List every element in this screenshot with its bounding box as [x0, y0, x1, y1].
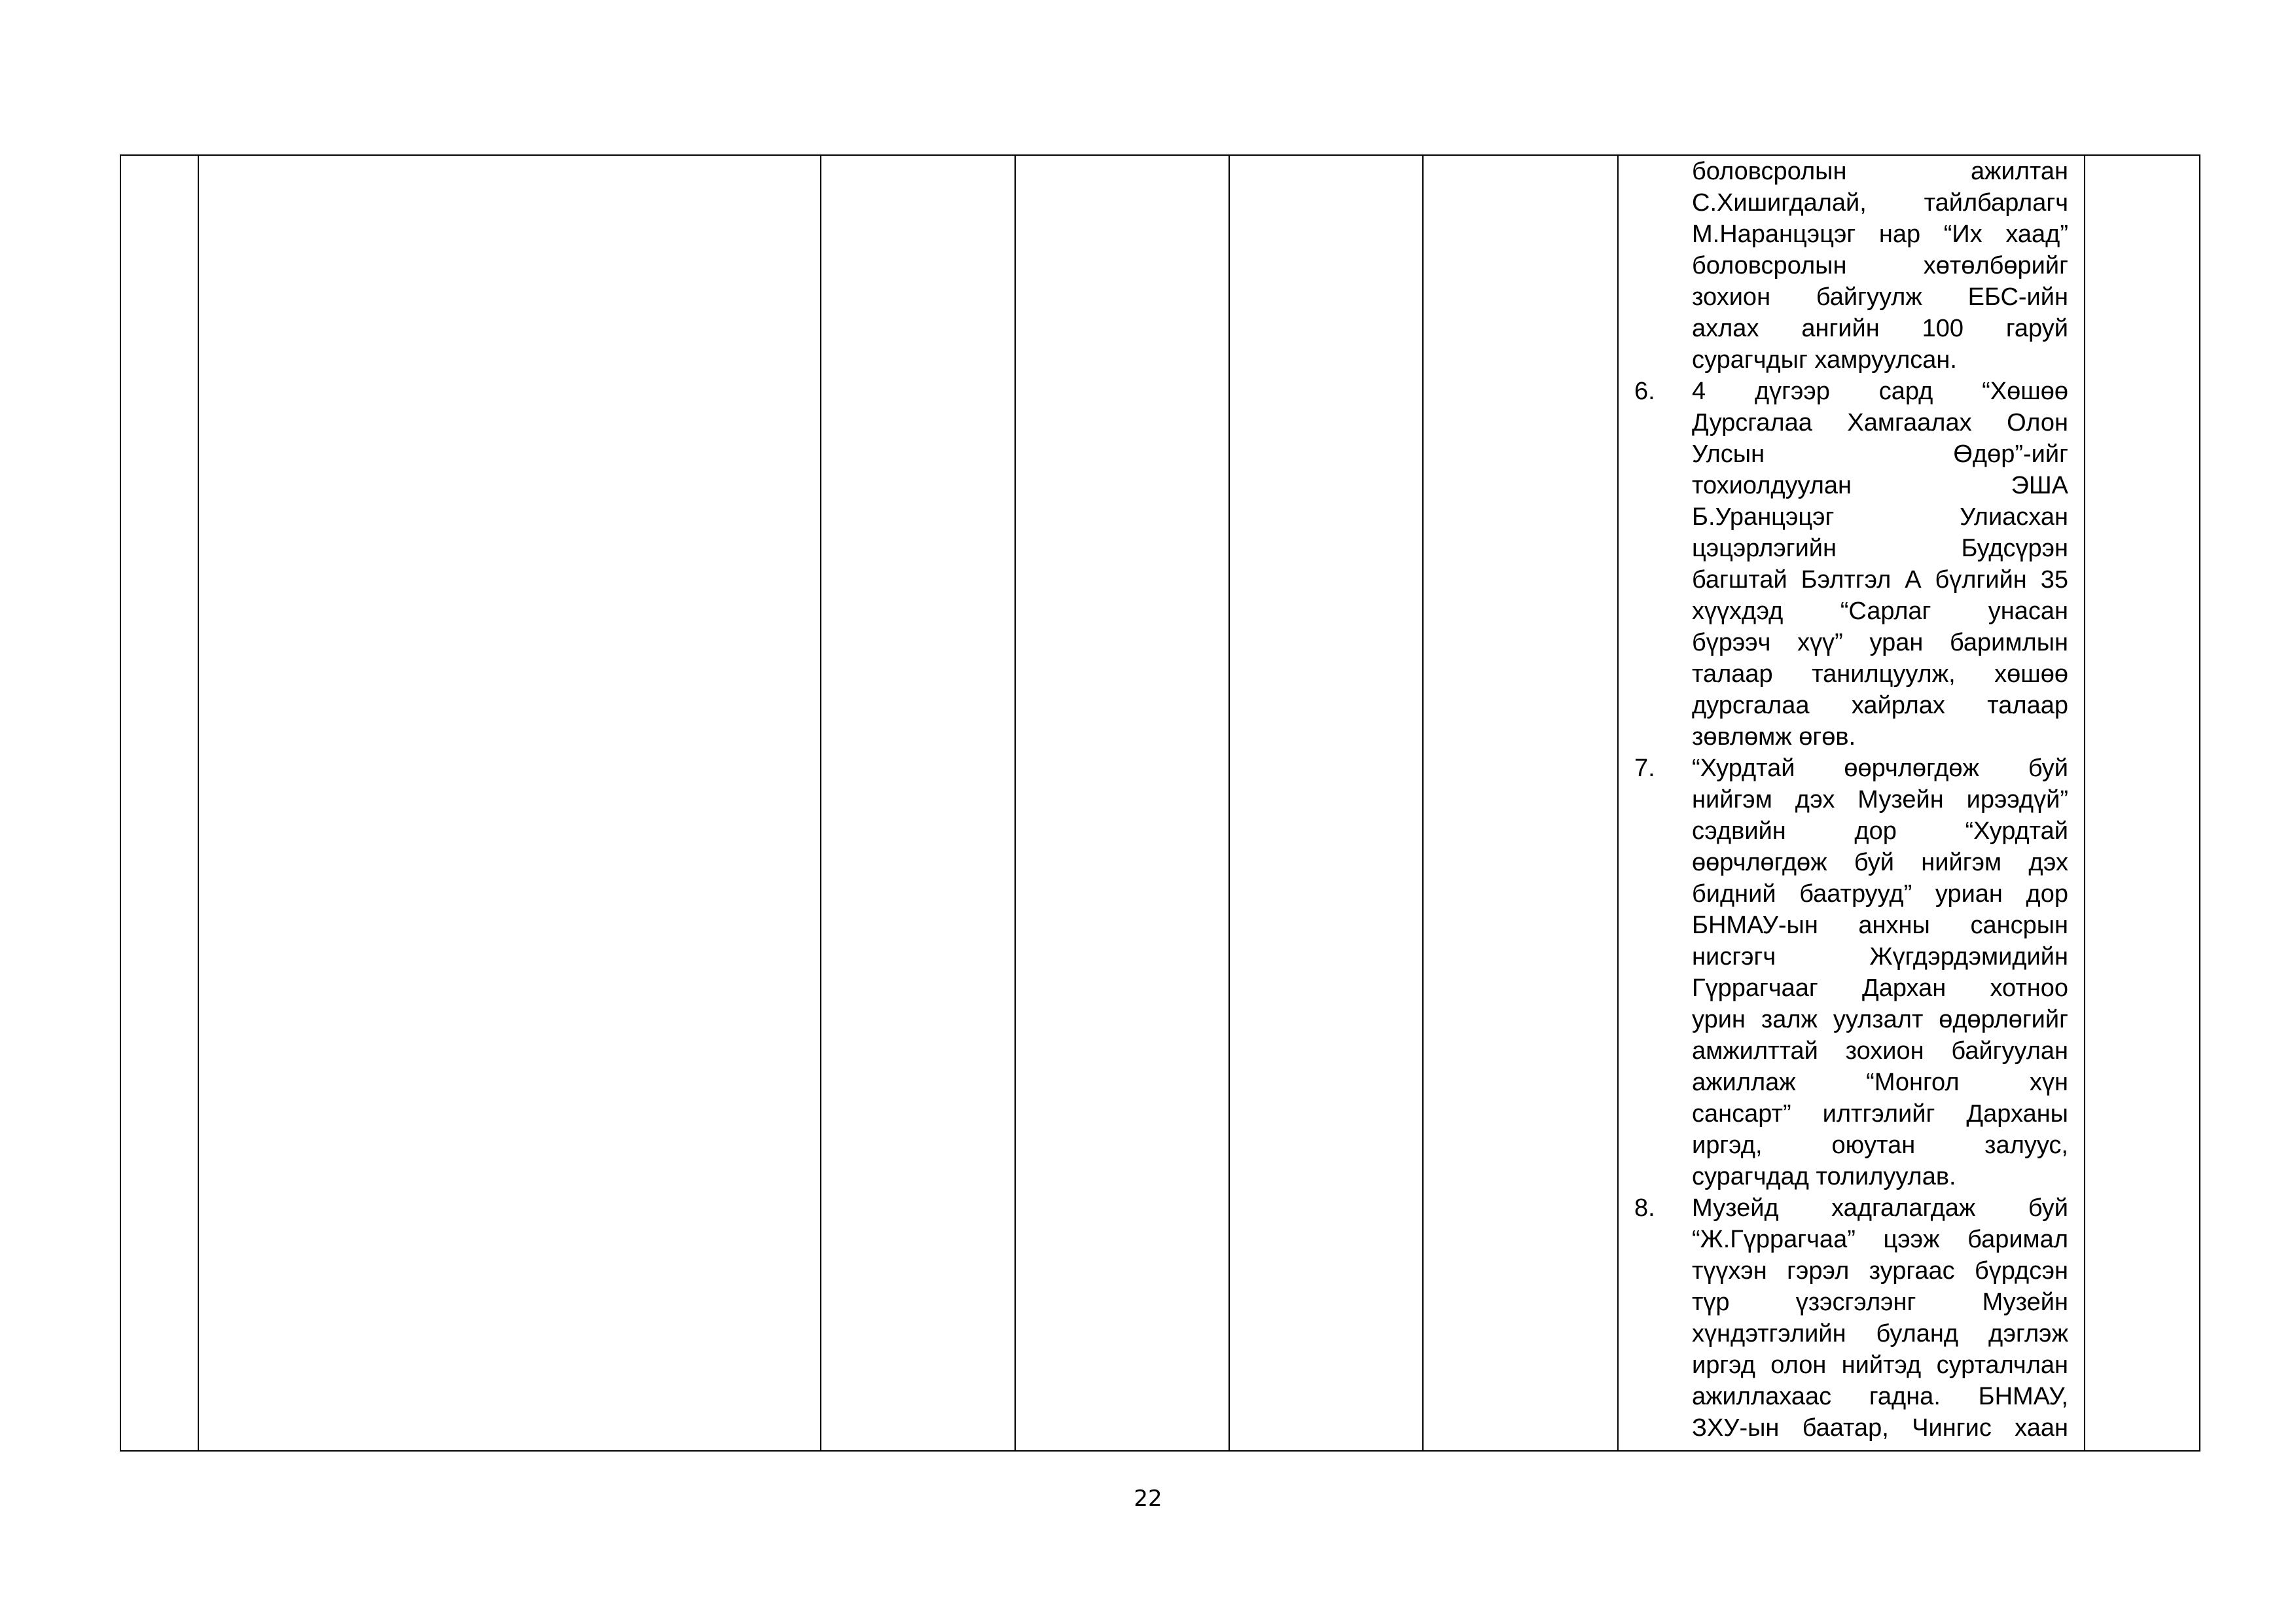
- line-text: М.Наранцэцэг нар “Их хаад”: [1692, 221, 2068, 248]
- line-text: боловсролын хөтөлбөрийг: [1692, 252, 2068, 279]
- line-text: иргэд, оюутан залуус,: [1692, 1132, 2068, 1159]
- line-text: “Ж.Гүррагчаа” цээж баримал: [1692, 1226, 2068, 1253]
- table-row: [120, 155, 2200, 1451]
- line-text: Дурсгалаа Хамгаалах Олон: [1692, 409, 2068, 437]
- table-cell-empty: [1423, 155, 1618, 1451]
- text-line: [1634, 878, 2068, 910]
- list-number: 7.: [1634, 755, 1655, 782]
- line-text: ЗХУ-ын баатар, Чингис хаан: [1692, 1414, 2068, 1442]
- line-text: ахлах ангийн 100 гаруй: [1692, 315, 2068, 342]
- list-number: 6.: [1634, 378, 1655, 405]
- line-text: ажиллахаас гадна. БНМАУ,: [1692, 1383, 2068, 1410]
- line-text: Улсын Өдөр”-ийг: [1692, 440, 2068, 468]
- text-line: [1634, 784, 2068, 815]
- line-text: урин залж уулзалт өдөрлөгийг: [1692, 1006, 2068, 1033]
- table-cell-empty: [1229, 155, 1423, 1451]
- line-text: боловсролын ажилтан: [1692, 158, 2068, 185]
- text-line: [1634, 376, 2068, 407]
- text-line: [1634, 1255, 2068, 1287]
- line-text: ажиллаж “Монгол хүн: [1692, 1069, 2068, 1096]
- line-text: Музейд хадгалагдаж буй: [1692, 1194, 2068, 1222]
- line-text: түр үзэсгэлэнг Музейн: [1692, 1289, 2068, 1316]
- line-text: өөрчлөгдөж буй нийгэм дэх: [1692, 849, 2068, 876]
- text-line: [1634, 910, 2068, 941]
- text-line: [1634, 564, 2068, 596]
- text-line: [1634, 690, 2068, 721]
- text-line: [1634, 156, 2068, 187]
- text-line: [1634, 627, 2068, 658]
- text-line: [1634, 281, 2068, 313]
- table-cell-empty: [2085, 155, 2200, 1451]
- text-line: [1634, 1412, 2068, 1444]
- text-line: [1634, 1287, 2068, 1318]
- table-cell-empty: [1015, 155, 1229, 1451]
- text-line: [1634, 1035, 2068, 1067]
- text-line: [1634, 847, 2068, 878]
- text-line: [1634, 1130, 2068, 1161]
- line-text: нийгэм дэх Музейн ирээдүй”: [1692, 786, 2068, 813]
- line-text: цэцэрлэгийн Будсүрэн: [1692, 535, 2068, 562]
- line-text: БНМАУ-ын анхны сансрын: [1692, 912, 2068, 939]
- text-line: [1634, 250, 2068, 281]
- line-text: “Хурдтай өөрчлөгдөж буй: [1692, 755, 2068, 782]
- text-line: [1634, 1318, 2068, 1349]
- text-line: [1634, 721, 2068, 753]
- text-line: [1634, 1067, 2068, 1098]
- text-line: [1634, 533, 2068, 564]
- text-line: [1634, 470, 2068, 501]
- text-line: [1634, 1349, 2068, 1381]
- text-line: [1634, 501, 2068, 533]
- line-text: амжилттай зохион байгуулан: [1692, 1037, 2068, 1065]
- line-text: зохион байгуулж ЕБС-ийн: [1692, 283, 2068, 311]
- text-line: [1634, 815, 2068, 847]
- report-table: [120, 154, 2200, 1452]
- text-line: [1634, 1224, 2068, 1255]
- line-text: С.Хишигдалай, тайлбарлагч: [1692, 189, 2068, 217]
- line-text: сурагчдыг хамруулсан.: [1692, 346, 1957, 374]
- line-text: бүрээч хүү” уран баримлын: [1692, 629, 2068, 656]
- line-text: нисгэгч Жүгдэрдэмидийн: [1692, 943, 2068, 971]
- page-number: 22: [1134, 1486, 1162, 1512]
- text-line: [1634, 753, 2068, 784]
- text-line: [1634, 1004, 2068, 1035]
- text-line: [1634, 1098, 2068, 1130]
- line-text: хүндэтгэлийн буланд дэглэж: [1692, 1320, 2068, 1347]
- text-line: [1634, 438, 2068, 470]
- table-cell-empty: [120, 155, 198, 1451]
- line-text: зөвлөмж өгөв.: [1692, 723, 1856, 751]
- text-line: [1634, 1161, 2068, 1192]
- table-cell-empty: [198, 155, 821, 1451]
- text-line: [1634, 1192, 2068, 1224]
- line-text: Гүррагчааг Дархан хотноо: [1692, 974, 2068, 1002]
- table-cell-empty: [821, 155, 1015, 1451]
- list-number: 8.: [1634, 1194, 1655, 1222]
- line-text: сансарт” илтгэлийг Дарханы: [1692, 1100, 2068, 1128]
- line-text: дурсгалаа хайрлах талаар: [1692, 692, 2068, 719]
- line-text: сурагчдад толилуулав.: [1692, 1163, 1956, 1190]
- text-line: [1634, 972, 2068, 1004]
- line-text: иргэд олон нийтэд сурталчлан: [1692, 1351, 2068, 1379]
- line-text: түүхэн гэрэл зургаас бүрдсэн: [1692, 1257, 2068, 1285]
- text-line: [1634, 313, 2068, 344]
- text-line: [1634, 1381, 2068, 1412]
- line-text: багштай Бэлтгэл А бүлгийн 35: [1692, 566, 2068, 594]
- text-line: [1634, 407, 2068, 438]
- text-line: [1634, 596, 2068, 627]
- line-text: сэдвийн дор “Хурдтай: [1692, 817, 2068, 845]
- line-text: хүүхдэд “Сарлаг унасан: [1692, 597, 2068, 625]
- line-text: Б.Уранцэцэг Улиасхан: [1692, 503, 2068, 531]
- line-text: талаар танилцуулж, хөшөө: [1692, 660, 2068, 688]
- activity-text: [1634, 156, 2068, 1444]
- text-line: [1634, 941, 2068, 972]
- line-text: 4 дүгээр сард “Хөшөө: [1692, 378, 2068, 405]
- text-line: [1634, 344, 2068, 376]
- text-line: [1634, 219, 2068, 250]
- line-text: бидний баатрууд” уриан дор: [1692, 880, 2068, 908]
- text-line: [1634, 187, 2068, 219]
- activity-description-cell: [1618, 155, 2085, 1451]
- text-line: [1634, 658, 2068, 690]
- line-text: тохиолдуулан ЭША: [1692, 472, 2068, 499]
